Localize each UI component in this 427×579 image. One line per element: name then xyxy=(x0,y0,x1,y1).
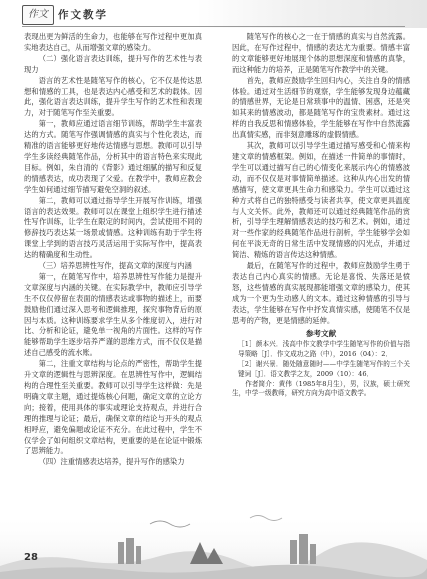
reference-item-1: ［1］颜本兴．浅高中作文教学中学生随笔写作的价值与指导策略［J］．作文成功之路（中），2016（04）：2． xyxy=(238,340,410,359)
left-column-paragraph: 第二，注重文章结构与论点的严密性，帮助学生提升文章的逻辑性与思辨深度。在思辨性写作中，逻辑结构的合理性至关重要。教师可以引导学生这样做：先是明确文章主题，通过提炼核心问题，确定文章的立论方向；接着，使用具体的事实或理论支持观点，并进行合理的推理与论证；最后，确保文章的结论与开头的观点相呼应，避免偏题或论证不充分。在此过程中，学生不仅学会了如何组织文章结构，更重要的是在论证中锻炼了思辨能力。 xyxy=(24,359,202,456)
left-column-paragraph: 表现出更为鲜活的生命力，也能够在写作过程中更加真实地表达自己，从而增强文章的感染力。 xyxy=(24,32,202,52)
page-header xyxy=(0,0,427,28)
reference-item-2: ［2］谢兴景．随处随意随时——中学生随笔写作的三个关键词［J］．语文教学之友，2009（10）：46． xyxy=(238,359,410,378)
header-rule xyxy=(22,26,405,27)
left-column-paragraph: 语言的艺术性是随笔写作的核心，它不仅是传达思想和情感的工具，也是表达内心感受和艺术的载体。因此，强化语言表达训练，提升学生写作的艺术性和表现力，对于随笔写作至关重要。 xyxy=(24,75,202,118)
left-column xyxy=(24,32,202,468)
right-column-paragraph: 首先，教师应鼓励学生回归内心，关注自身的情感体验。通过对生活细节的观察，学生能够发现身边蕴藏的情感世界，无论是日常琐事中的温情、困惑，还是突如其来的情感波动，都是随笔写作的宝贵素材。通过这样的自我反思和情感体验，学生能够在写作中自然流露出真情实感，而非刻意雕琢的虚假情感。 xyxy=(232,75,410,140)
left-column-paragraph: 第一，教师应通过语言细节训练，帮助学生丰富表达的方式。随笔写作强调情感的真实与个性化表达，而精准的语言能够更好地传达情感与思想。教师可以引导学生多读经典随笔作品，分析其中的语言特色来实现此目标。例如，朱自清的《背影》通过细腻的描写和反复的情感表达，成功表现了父爱。在教学中，教师应教会学生如何通过细节描写避免空洞的叙述。 xyxy=(24,119,202,194)
left-column-paragraph: 第二，教师可以通过指导学生开展写作训练，增强语言的表达效果。教师可以在课堂上组织学生进行描述性写作训练，让学生在限定的时间内，尝试使用不同的修辞技巧表达某一场景或情感。这种训练有助于学生将课堂上学到的语言技巧灵活运用于实际写作中，提高表达的精确度和生动性。 xyxy=(24,195,202,260)
author-note: 作者简介：黄伟（1985年8月生），男，汉族，硕士研究生，中学一级教师，研究方向为高中语文教学。 xyxy=(232,379,410,398)
ink-landscape-illustration xyxy=(0,494,427,579)
left-column-paragraph: （二）强化语言表达训练，提升写作的艺术性与表现力 xyxy=(24,53,202,74)
left-column-paragraph: 第一，在随笔写作中，培养思辨性写作能力是提升文章深度与内涵的关键。在实际教学中，教师应引导学生不仅仅停留在表面的情感表达或事物的描述上，而要鼓励他们通过深入思考和逻辑推理，探究事物背后的原因与本质。这种训练要求学生从多个维度切入，进行对比、分析和论证，避免单一视角的片面性。这样的写作能够帮助学生逐步培养严谨的思维方式，而不仅仅是描述自己感受的流水账。 xyxy=(24,271,202,358)
section-logo-icon: 作文 xyxy=(22,5,54,25)
right-column-paragraph: 其次，教师可以引导学生通过描写感受和心情来构建文章的情感框架。例如，在描述一件简单的事情时，学生可以通过描写自己的心情变化来展示内心的情感波动，而不仅仅是对事情简单描述。这种从内心出发的情感描写，使文章更具生命力和感染力。学生可以通过这种方式将自己的独特感受与读者共享，使文章更具温度与人文关怀。此外，教师还可以通过经典随笔作品的赏析，引导学生理解情感表达的技巧和艺术。例如，通过对一些作家的经典随笔作品进行剖析，学生能够学会如何在平淡无奇的日常生活中发现情感的闪光点，并通过简洁、精炼的语言传达这种情感。 xyxy=(232,141,410,260)
section-title: 作文教学 xyxy=(58,9,108,21)
references-title: 参考文献 xyxy=(305,329,337,339)
left-column-paragraph: （四）注重情感表达培养，提升写作的感染力 xyxy=(38,457,185,467)
page-number: 28 xyxy=(24,552,38,563)
right-column-paragraph: 最后，在随笔写作的过程中，教师应鼓励学生勇于表达自己内心真实的情感。无论是喜悦、失落还是愤怒，这些情感的真实展现都能增强文章的感染力，使其成为一个更为生动感人的文本。通过这种情感的引导与表达，学生能够在写作中抒发真情实感，使随笔不仅是思考的产物，更是情感的延伸。 xyxy=(232,261,410,325)
left-column-paragraph: （三）培养思辨性写作，提高文章的深度与内涵 xyxy=(38,261,192,271)
right-column-body xyxy=(232,32,410,326)
right-column-paragraph: 随笔写作的核心之一在于情感的真实与自然流露。因此，在写作过程中，情感的表达尤为重要。情感丰富的文章能够更好地展现个体的思想深度和情感的真挚，而这种能力的培养，正是随笔写作教学中的关键。 xyxy=(232,32,410,74)
right-column xyxy=(232,32,410,399)
